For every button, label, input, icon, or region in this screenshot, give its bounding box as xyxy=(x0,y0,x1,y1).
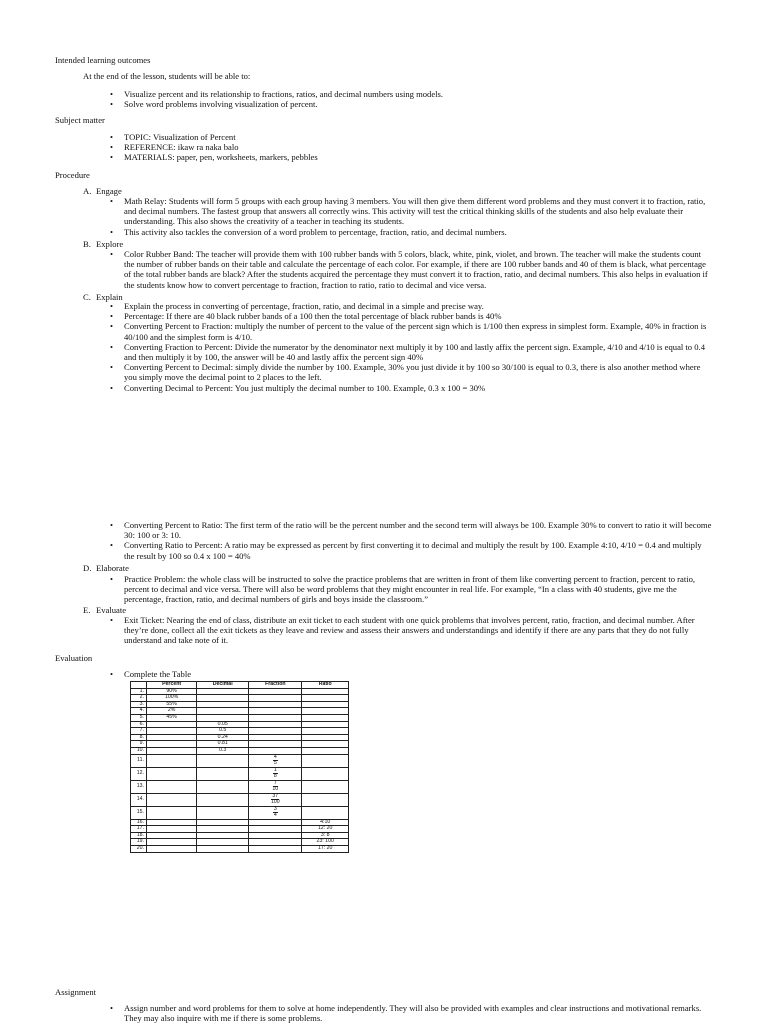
table-cell: 8. xyxy=(131,734,147,741)
list-item: • Converting Percent to Fraction: multiply the number of percent to the value of the percent sign which is 1/100 then express in simplest form. Example, 40% in fraction is 40/100 and the simplest form is 4/10. xyxy=(110,321,713,341)
table-cell: 17. xyxy=(131,826,147,833)
fraction-denominator: 8 xyxy=(273,773,277,780)
list-item: • Visualize percent and its relationship to fractions, ratios, and decimal numbers using models. xyxy=(110,89,710,99)
table-cell xyxy=(249,708,302,715)
table-cell xyxy=(249,728,302,735)
table-cell: 7. xyxy=(131,728,147,735)
table-cell xyxy=(302,721,349,728)
table-cell xyxy=(249,806,302,819)
section-label: Explore xyxy=(96,239,124,249)
table-cell: 6. xyxy=(131,721,147,728)
list-item: • REFERENCE: ikaw ra naka balo xyxy=(110,142,710,152)
table-cell xyxy=(302,747,349,754)
table-cell xyxy=(302,806,349,819)
table-cell: 5. xyxy=(131,714,147,721)
section-letter: A. xyxy=(83,186,92,196)
fraction-denominator: 5 xyxy=(273,760,277,767)
table-cell xyxy=(249,839,302,846)
table-cell: 0.5 xyxy=(197,728,249,735)
table-cell xyxy=(197,708,249,715)
table-cell: 12. xyxy=(131,767,147,780)
table-cell: 55% xyxy=(147,701,197,708)
table-cell xyxy=(249,695,302,702)
table-cell: 0.3 xyxy=(197,747,249,754)
list-item: • Color Rubber Band: The teacher will provide them with 100 rubber bands with 5 colors, black, white, pink, violet, and brown. The teacher will make the students count the number of rubber bands on their table and calculate the percentage of each color. For example, if there are 100 rubber bands and 40 of them is black, what percentage of the total rubber bands are black? After the students acquired the percentage they must convert it to fraction, ratio, and decimal numbers. This also helps in evaluation if the students know how to convert percentage to fraction, fraction to ratio, ratio to decimal and vice versa. xyxy=(110,249,713,290)
table-cell xyxy=(147,721,197,728)
list-item: • Assign number and word problems for them to solve at home independently. They will also be provided with examples and clear instructions and motivational remarks. They may also inquire with me if there is some problems. xyxy=(110,1003,713,1023)
table-cell: 4:10 xyxy=(302,819,349,826)
table-cell xyxy=(302,688,349,695)
fraction-numerator: 4 xyxy=(273,753,277,760)
ilo-intro: At the end of the lesson, students will be able to: xyxy=(83,71,251,81)
table-cell xyxy=(249,826,302,833)
table-cell xyxy=(249,721,302,728)
table-row xyxy=(131,728,349,735)
table-row xyxy=(131,708,349,715)
table-row xyxy=(131,819,349,826)
table-row xyxy=(131,701,349,708)
table-row xyxy=(131,826,349,833)
table-header-row xyxy=(131,682,349,689)
table-cell: 2. xyxy=(131,695,147,702)
table-cell: 17: 20 xyxy=(302,845,349,852)
section-letter: C. xyxy=(83,292,91,302)
table-cell xyxy=(249,734,302,741)
list-item: • Converting Fraction to Percent: Divide the numerator by the denominator next multiply it by 100 and lastly affix the percent sign. Example, 4/10 and 4/10 is equal to 0.4 and then multiply it by 100, the answer will be 40 and lastly affix the percent sign 40% xyxy=(110,342,713,362)
table-cell xyxy=(197,754,249,767)
table-cell xyxy=(302,708,349,715)
table-cell: 14. xyxy=(131,793,147,806)
table-header: Percent xyxy=(147,682,197,689)
explain-list xyxy=(110,301,713,393)
table-cell xyxy=(249,688,302,695)
table-header: Decimal xyxy=(197,682,249,689)
table-row xyxy=(131,839,349,846)
section-letter: D. xyxy=(83,563,92,573)
table-row xyxy=(131,688,349,695)
table-row xyxy=(131,695,349,702)
explore-list xyxy=(110,249,713,290)
evaluation-heading: Evaluation xyxy=(55,653,93,663)
table-cell xyxy=(249,767,302,780)
table-cell xyxy=(197,695,249,702)
table-cell xyxy=(302,780,349,793)
table-cell xyxy=(249,714,302,721)
table-cell xyxy=(147,741,197,748)
table-body xyxy=(131,688,349,852)
table-row xyxy=(131,767,349,780)
table-cell xyxy=(302,728,349,735)
ilo-heading: Intended learning outcomes xyxy=(55,55,151,65)
table-cell xyxy=(147,806,197,819)
explain-list-continued xyxy=(110,520,713,561)
table-cell: 0.24 xyxy=(197,734,249,741)
ilo-list xyxy=(110,89,710,109)
section-letter: B. xyxy=(83,239,91,249)
list-item: • Converting Decimal to Percent: You just multiply the decimal number to 100. Example, 0.3 x 100 = 30% xyxy=(110,383,713,393)
table-cell xyxy=(147,839,197,846)
fraction-value xyxy=(273,807,278,818)
fraction-value xyxy=(271,794,280,805)
table-cell: 19. xyxy=(131,839,147,846)
table-header: Fraction xyxy=(249,682,302,689)
table-cell xyxy=(249,754,302,767)
list-item: • MATERIALS: paper, pen, worksheets, markers, pebbles xyxy=(110,152,710,162)
table-cell: 0.05 xyxy=(197,721,249,728)
list-item: • TOPIC: Visualization of Percent xyxy=(110,132,710,142)
table-cell xyxy=(147,832,197,839)
table-cell xyxy=(197,780,249,793)
table-cell: 2% xyxy=(147,708,197,715)
explore-heading xyxy=(83,239,123,249)
table-cell xyxy=(249,845,302,852)
table-cell xyxy=(197,839,249,846)
table-cell xyxy=(197,826,249,833)
subject-list xyxy=(110,132,710,163)
table-header xyxy=(131,682,147,689)
table-cell xyxy=(302,714,349,721)
procedure-heading: Procedure xyxy=(55,170,90,180)
table-cell xyxy=(147,767,197,780)
table-cell: 11. xyxy=(131,754,147,767)
list-item: • Converting Percent to Ratio: The first term of the ratio will be the percent number and the second term will always be 100. Example 30% to convert to ratio it will become 30: 100 or 3: 10. xyxy=(110,520,713,540)
table-cell xyxy=(249,741,302,748)
fraction-numerator: 37 xyxy=(272,792,279,799)
table-row xyxy=(131,714,349,721)
table-cell xyxy=(197,793,249,806)
list-item: • Converting Percent to Decimal: simply divide the number by 100. Example, 30% you just divide it by 100 so 30/100 is equal to 0.3, there is also another method where you simply move the decimal point to 2 places to the left. xyxy=(110,362,713,382)
list-item: • Complete the Table xyxy=(110,669,410,679)
section-label: Explain xyxy=(96,292,123,302)
table-cell xyxy=(302,754,349,767)
list-item: • Percentage: If there are 40 black rubber bands of a 100 then the total percentage of black rubber bands is 40% xyxy=(110,311,713,321)
table-cell xyxy=(302,793,349,806)
fraction-denominator: 4 xyxy=(273,812,277,819)
table-cell: 13. xyxy=(131,780,147,793)
list-item: • Exit Ticket: Nearing the end of class, distribute an exit ticket to each student with one quick problems that involves percent, ratio, fraction, and decimal number. After they’re done, collect all the exit tickets as they leave and review and assess their answers and understandings and identify if there are any parts that they do not fully understand and take note of it. xyxy=(110,615,713,646)
table-row xyxy=(131,741,349,748)
list-item: • Converting Ratio to Percent: A ratio may be expressed as percent by first converting it to decimal and multiply the result by 100. Example 4:10, 4/10 = 0.4 and multiply the result by 100 so 0.4 x 100 = 40% xyxy=(110,540,713,560)
table-cell xyxy=(147,793,197,806)
table-cell xyxy=(197,701,249,708)
table-cell: 15. xyxy=(131,806,147,819)
table-cell: 20. xyxy=(131,845,147,852)
fraction-numerator: 3 xyxy=(273,805,277,812)
table-row xyxy=(131,806,349,819)
evaluation-table xyxy=(130,681,349,853)
table-cell xyxy=(249,780,302,793)
fraction-denominator: 10 xyxy=(272,786,279,793)
table-row xyxy=(131,780,349,793)
table-cell: 12: 20 xyxy=(302,826,349,833)
fraction-value xyxy=(272,781,278,792)
table-cell xyxy=(302,695,349,702)
table-cell xyxy=(197,806,249,819)
elaborate-heading xyxy=(83,563,129,573)
list-item: • Math Relay: Students will form 5 groups with each group having 3 members. You will then give them different word problems and they must convert it to fraction, ratio, and decimal numbers. The fastest group that answers all correctly wins. This activity will test the critical thinking skills of the students and also help evaluate their understanding. This also shows the creativity of a teacher in teaching its students. xyxy=(110,196,713,227)
table-row xyxy=(131,793,349,806)
table-cell xyxy=(249,819,302,826)
table-cell xyxy=(249,701,302,708)
table-cell xyxy=(302,701,349,708)
table-cell: 4. xyxy=(131,708,147,715)
table-cell: 0.81 xyxy=(197,741,249,748)
table-cell xyxy=(197,767,249,780)
table-row xyxy=(131,747,349,754)
list-item: • Explain the process in converting of percentage, fraction, ratio, and decimal in a simple and precise way. xyxy=(110,301,713,311)
table-row xyxy=(131,845,349,852)
table-cell xyxy=(147,826,197,833)
table-cell xyxy=(302,741,349,748)
table-cell xyxy=(147,819,197,826)
table-cell: 23: 100 xyxy=(302,839,349,846)
table-cell: 9. xyxy=(131,741,147,748)
table-cell xyxy=(302,767,349,780)
table-cell: 18. xyxy=(131,832,147,839)
table-cell xyxy=(249,832,302,839)
list-item: • Solve word problems involving visualization of percent. xyxy=(110,99,710,109)
engage-list xyxy=(110,196,713,237)
table-header: Ratio xyxy=(302,682,349,689)
section-label: Engage xyxy=(96,186,122,196)
table-cell: 3: 8 xyxy=(302,832,349,839)
table-cell xyxy=(147,754,197,767)
table-cell xyxy=(197,832,249,839)
table-row xyxy=(131,832,349,839)
table-cell xyxy=(197,819,249,826)
table-cell: 3. xyxy=(131,701,147,708)
table-cell xyxy=(147,747,197,754)
fraction-numerator: 7 xyxy=(273,779,277,786)
assignment-list xyxy=(110,1003,713,1023)
fraction-value xyxy=(273,755,278,766)
engage-heading xyxy=(83,186,122,196)
table-cell xyxy=(147,845,197,852)
table-cell: 10. xyxy=(131,747,147,754)
table-cell: 45% xyxy=(147,714,197,721)
table-cell xyxy=(147,728,197,735)
table-row xyxy=(131,754,349,767)
fraction-value xyxy=(273,768,278,779)
evaluate-list xyxy=(110,615,713,646)
table-cell: 90% xyxy=(147,688,197,695)
subject-heading: Subject matter xyxy=(55,115,105,125)
section-label: Evaluate xyxy=(96,605,127,615)
assignment-heading: Assignment xyxy=(55,987,97,997)
table-cell: 16. xyxy=(131,819,147,826)
evaluate-heading xyxy=(83,605,126,615)
table-cell xyxy=(302,734,349,741)
fraction-numerator: 1 xyxy=(273,766,277,773)
list-item: • This activity also tackles the conversion of a word problem to percentage, fraction, ratio, and decimal numbers. xyxy=(110,227,713,237)
evaluation-list xyxy=(110,669,410,679)
table-cell: 1. xyxy=(131,688,147,695)
table-cell: 100% xyxy=(147,695,197,702)
table-cell xyxy=(147,780,197,793)
table-row xyxy=(131,721,349,728)
elaborate-list xyxy=(110,574,713,605)
section-letter: E. xyxy=(83,605,91,615)
table-row xyxy=(131,734,349,741)
table-cell xyxy=(249,793,302,806)
list-item: • Practice Problem: the whole class will be instructed to solve the practice problems that are written in front of them like converting percent to fraction, percent to ratio, percent to decimal and vice versa. There will also be word problems that they might encounter in real life. For example, “In a class with 40 students, give me the percentage, fraction, ratio, and decimal numbers of girls and boys inside the classroom.” xyxy=(110,574,713,605)
fraction-denominator: 100 xyxy=(270,799,280,806)
table-cell xyxy=(147,734,197,741)
table-cell xyxy=(197,845,249,852)
section-label: Elaborate xyxy=(96,563,129,573)
table-cell xyxy=(197,688,249,695)
